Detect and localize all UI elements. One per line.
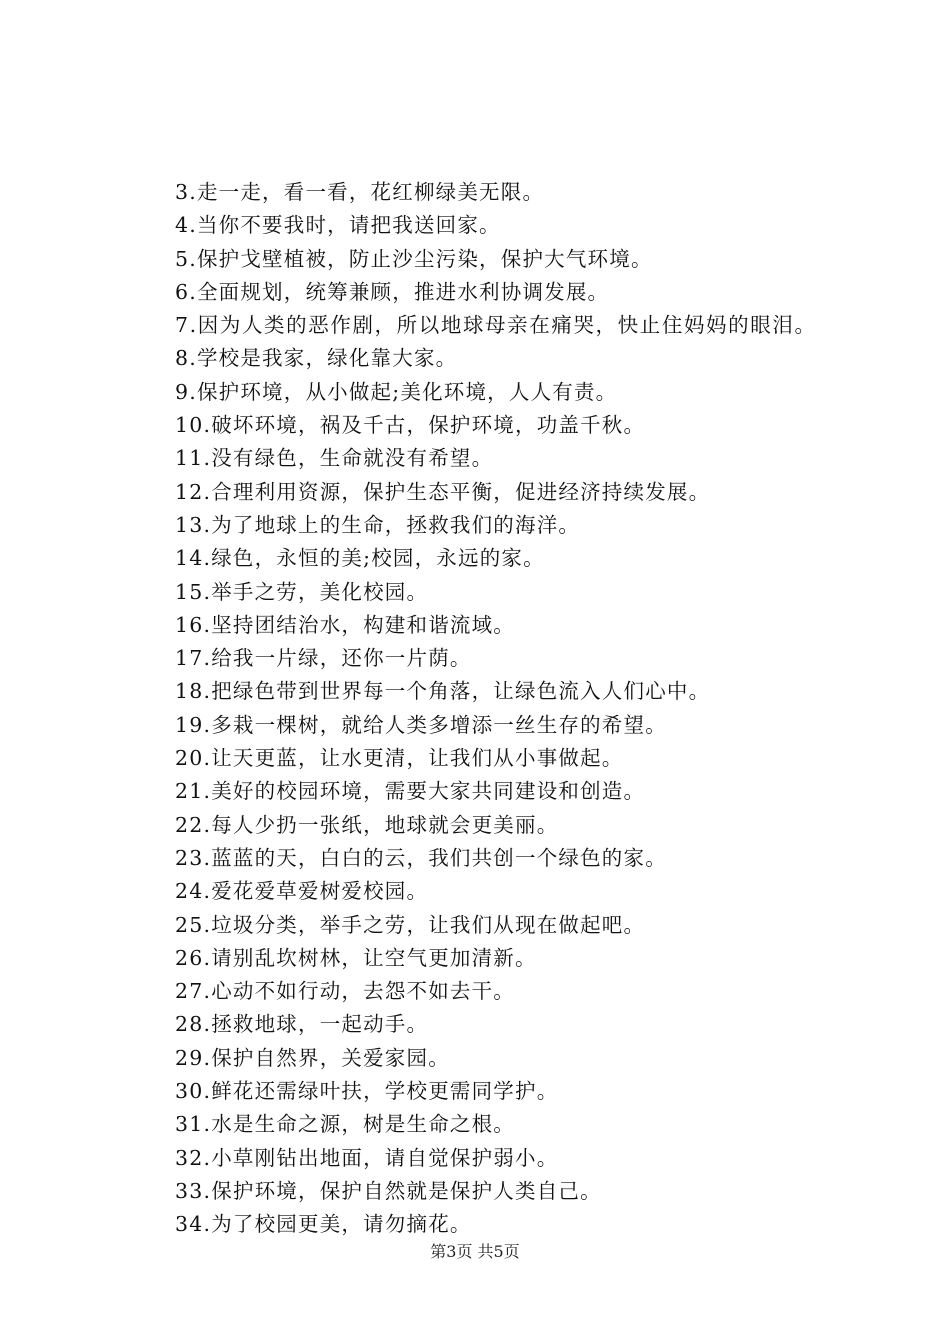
list-item: 27.心动不如行动，去怨不如去干。	[175, 979, 516, 1004]
list-item: 3.走一走，看一看，花红柳绿美无限。	[175, 180, 545, 204]
list-item: 8.学校是我家，绿化靠大家。	[175, 346, 458, 371]
list-item: 26.请别乱坎树林，让空气更加清新。	[175, 945, 537, 970]
list-item: 28.拯救地球，一起动手。	[175, 1012, 429, 1037]
list-item: 6.全面规划，统筹兼顾，推进水利协调发展。	[175, 279, 610, 304]
list-item: 11.没有绿色，生命就没有希望。	[175, 446, 494, 471]
list-item: 17.给我一片绿，还你一片荫。	[175, 646, 472, 671]
list-item: 24.爱花爱草爱树爱校园。	[175, 879, 429, 904]
list-item: 23.蓝蓝的天，白白的云，我们共创一个绿色的家。	[175, 845, 667, 870]
list-item: 34.为了校园更美，请勿摘花。	[175, 1212, 472, 1237]
list-item: 31.水是生命之源，树是生命之根。	[175, 1112, 516, 1137]
list-item: 13.为了地球上的生命，拯救我们的海洋。	[175, 512, 581, 537]
list-item: 29.保护自然界，关爱家园。	[175, 1045, 450, 1070]
list-item: 7.因为人类的恶作剧，所以地球母亲在痛哭，快止住妈妈的眼泪。	[175, 313, 817, 338]
slogan-list	[118, 176, 834, 1242]
list-item: 15.举手之劳，美化校园。	[175, 579, 429, 604]
list-item: 16.坚持团结治水，构建和谐流域。	[175, 612, 516, 637]
list-item: 19.多栽一棵树，就给人类多增添一丝生存的希望。	[175, 712, 667, 737]
list-item: 5.保护戈壁植被，防止沙尘污染，保护大气环境。	[175, 246, 653, 271]
list-item: 4.当你不要我时，请把我送回家。	[175, 213, 501, 238]
list-item: 12.合理利用资源，保护生态平衡，促进经济持续发展。	[175, 479, 711, 504]
page-footer: 第3页 共5页	[430, 1242, 520, 1261]
list-item: 33.保护环境，保护自然就是保护人类自己。	[175, 1178, 602, 1203]
list-item: 14.绿色，永恒的美;校园，永远的家。	[175, 546, 545, 571]
list-item: 21.美好的校园环境，需要大家共同建设和创造。	[175, 779, 646, 804]
list-item: 25.垃圾分类，举手之劳，让我们从现在做起吧。	[175, 912, 646, 937]
list-item: 20.让天更蓝，让水更清，让我们从小事做起。	[175, 746, 624, 771]
list-item: 30.鲜花还需绿叶扶，学校更需同学护。	[175, 1079, 559, 1104]
list-item: 22.每人少扔一张纸，地球就会更美丽。	[175, 812, 559, 837]
list-item: 18.把绿色带到世界每一个角落，让绿色流入人们心中。	[175, 679, 711, 704]
list-item: 32.小草刚钻出地面，请自觉保护弱小。	[175, 1145, 559, 1170]
list-item: 10.破坏环境，祸及千古，保护环境，功盖千秋。	[175, 413, 646, 438]
list-item: 9.保护环境，从小做起;美化环境，人人有责。	[175, 379, 618, 404]
